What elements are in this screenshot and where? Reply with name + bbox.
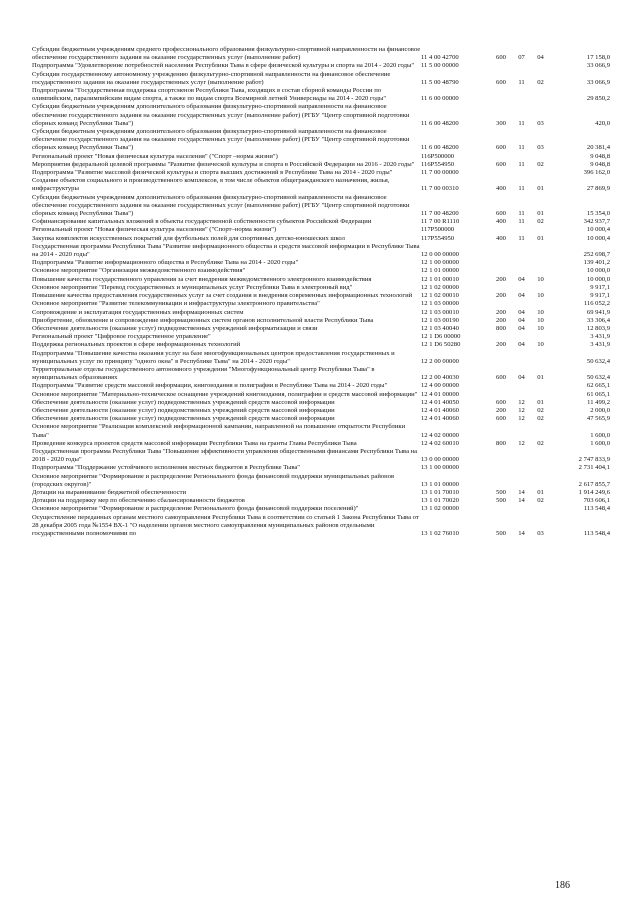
table-row	[32, 309, 610, 317]
row-subsection-cell	[531, 473, 550, 489]
row-name-cell: Субсидии бюджетным учреждениям дополнительного образования физкультурно-спортивной направленности на финансовое обеспечение государственного задания на оказание государственных услуг (выполнение работ) (РГБУ "Центр спортивной подготовки сборных команд Республики Тыва")	[32, 193, 410, 218]
row-code-cell: 12 1 03 40040	[421, 324, 459, 332]
table-row	[32, 226, 610, 234]
row-expense-type-cell: 600	[496, 374, 506, 382]
row-expense-type-cell: 200	[496, 406, 506, 414]
row-code-cell: 12 4 02 00000	[421, 431, 459, 439]
row-subsection-cell	[531, 333, 550, 341]
table-row	[32, 292, 610, 300]
row-amount-cell: 2 747 833,9	[578, 456, 610, 464]
row-subsection-cell	[531, 423, 550, 439]
row-code-cell: 13 1 00 00000	[421, 464, 459, 472]
row-amount-cell: 1 600,0	[590, 439, 610, 447]
table-row	[32, 243, 610, 259]
row-section-cell	[512, 391, 531, 399]
row-expense-type-cell: 500	[496, 488, 506, 496]
row-code-cell: 13 0 00 00000	[421, 456, 459, 464]
row-expense-type-cell: 400	[496, 234, 506, 242]
row-amount-cell: 2 731 404,1	[578, 464, 610, 472]
row-subsection-cell: 03	[537, 119, 544, 127]
row-code-cell: 11 7 00 00310	[421, 185, 459, 193]
row-expense-type-cell	[490, 448, 512, 464]
table-row	[32, 423, 610, 439]
row-name-cell: Региональный проект "Цифровое государственное управление"	[32, 333, 211, 341]
row-expense-type-cell	[490, 284, 512, 292]
table-row	[32, 514, 610, 539]
row-name-cell: Подпрограмма "Повышение качества оказания услуг на базе многофункциональных центров предоставления государственных и муниципальных услуг по принципу "одного окна" в Республике Тыва" на 2014 - 2020 годы"	[32, 349, 395, 365]
row-code-cell: 12 0 00 00000	[421, 251, 459, 259]
row-subsection-cell: 01	[537, 488, 544, 496]
row-section-cell: 12	[518, 415, 525, 423]
row-subsection-cell: 01	[537, 185, 544, 193]
row-code-cell: 12 1 D6 00000	[421, 333, 461, 341]
row-name-cell: Повышение качества государственного управления за счет внедрения межведомственного электронного взаимодействия	[32, 275, 372, 283]
row-section-cell: 11	[518, 119, 525, 127]
row-expense-type-cell: 400	[496, 185, 506, 193]
row-expense-type-cell: 600	[496, 398, 506, 406]
row-amount-cell: 61 065,1	[586, 390, 610, 398]
row-subsection-cell: 04	[537, 54, 544, 62]
row-expense-type-cell: 200	[496, 316, 506, 324]
table-row	[32, 366, 610, 382]
table-row	[32, 497, 610, 505]
row-name-cell: Подпрограмма "Поддержание устойчивого исполнения местных бюджетов в Республике Тыва"	[32, 464, 300, 472]
row-code-cell: 13 1 02 76010	[421, 529, 459, 537]
row-subsection-cell	[531, 87, 550, 103]
row-subsection-cell	[531, 391, 550, 399]
row-name-cell: Подпрограмма "Удовлетворение потребностей населения Республики Тыва в сфере физической культуры и спорта на 2014 - 2020 годы"	[32, 62, 415, 70]
row-subsection-cell	[531, 259, 550, 267]
row-section-cell: 04	[518, 324, 525, 332]
row-code-cell: 11 5 00 48790	[421, 78, 459, 86]
row-section-cell: 04	[518, 308, 525, 316]
row-expense-type-cell	[490, 391, 512, 399]
row-subsection-cell: 01	[537, 234, 544, 242]
row-section-cell: 11	[518, 218, 525, 226]
row-subsection-cell	[531, 62, 550, 70]
row-expense-type-cell: 300	[496, 119, 506, 127]
row-section-cell: 11	[518, 210, 525, 218]
row-code-cell: 13 1 02 00000	[421, 505, 459, 513]
row-amount-cell: 69 941,9	[586, 308, 610, 316]
row-amount-cell: 420,0	[595, 119, 610, 127]
row-section-cell	[512, 153, 531, 161]
row-expense-type-cell	[490, 62, 512, 70]
row-amount-cell: 703 606,1	[583, 497, 610, 505]
row-name-cell: Проведение конкурса проектов средств массовой информации Республики Тыва на гранты Главы Республики Тыва	[32, 439, 357, 447]
row-section-cell	[512, 169, 531, 177]
table-row	[32, 177, 610, 193]
row-code-cell: 11 5 00 00000	[421, 62, 459, 70]
row-name-cell: Региональный проект "Новая физическая культура населения" ("Спорт–норма жизни")	[32, 226, 277, 234]
row-expense-type-cell	[490, 333, 512, 341]
row-subsection-cell	[531, 382, 550, 390]
row-section-cell	[512, 284, 531, 292]
row-section-cell: 12	[518, 406, 525, 414]
row-amount-cell: 139 401,2	[583, 259, 610, 267]
row-expense-type-cell	[490, 473, 512, 489]
row-code-cell: 116P500000	[421, 152, 455, 160]
row-amount-cell: 47 565,9	[586, 415, 610, 423]
row-name-cell: Государственная программа Республики Тыва "Повышение эффективности управления общественными финансами Республики Тыва на 2018 - 2020 годы"	[32, 447, 418, 464]
row-amount-cell: 15 354,0	[586, 210, 610, 218]
row-amount-cell: 17 158,0	[586, 54, 610, 62]
row-amount-cell: 2 000,0	[590, 406, 610, 414]
row-name-cell: Субсидии государственному автономному учреждению физкультурно-спортивной направленности на финансовое обеспечение государственного задания на оказание государственных услуг (выполнение работ)	[32, 70, 391, 86]
row-amount-cell: 3 431,9	[590, 341, 610, 349]
row-name-cell: Дотации на поддержку мер по обеспечению сбалансированности бюджетов	[32, 497, 245, 505]
row-code-cell: 12 4 01 00000	[421, 390, 459, 398]
table-row	[32, 489, 610, 497]
row-code-cell: 12 1 01 00000	[421, 267, 459, 275]
row-section-cell: 14	[518, 529, 525, 537]
row-name-cell: Основное мероприятие "Реализация комплексной информационной кампании, направленной на повышение открытости Республики Тыва"	[32, 423, 406, 439]
row-amount-cell: 113 548,4	[583, 529, 610, 537]
row-amount-cell: 342 937,7	[583, 218, 610, 226]
table-row	[32, 235, 610, 243]
table-row	[32, 440, 610, 448]
row-name-cell: Обеспечение деятельности (оказание услуг) подведомственных учреждений средств массовой информации	[32, 415, 335, 423]
row-code-cell: 12 1 01 00010	[421, 275, 459, 283]
row-name-cell: Основное мероприятие "Материально-техническое оснащение учреждений книгоиздания, полиграфии и средств массовой информации"	[32, 390, 418, 398]
row-code-cell: 12 1 02 00000	[421, 283, 459, 291]
row-amount-cell: 11 499,2	[587, 398, 610, 406]
row-section-cell	[512, 382, 531, 390]
row-subsection-cell: 02	[537, 406, 544, 414]
row-amount-cell: 20 381,4	[586, 144, 610, 152]
row-name-cell: Софинансирование капитальных вложений в объекты государственной собственности субъектов Российской Федерации	[32, 218, 372, 226]
row-expense-type-cell: 500	[496, 529, 506, 537]
table-row	[32, 259, 610, 267]
table-row	[32, 103, 610, 128]
table-row	[32, 382, 610, 390]
row-expense-type-cell	[490, 259, 512, 267]
row-section-cell	[512, 505, 531, 513]
row-name-cell: Субсидии бюджетным учреждениям дополнительного образования физкультурно-спортивной направленности на финансовое обеспечение государственного задания на оказание государственных услуг (выполнение работ) (РГБУ "Центр спортивной подготовки сборных команд Республики Тыва")	[32, 128, 410, 152]
row-subsection-cell: 01	[537, 374, 544, 382]
row-amount-cell: 2 617 855,7	[578, 480, 610, 488]
row-expense-type-cell: 800	[496, 324, 506, 332]
row-subsection-cell: 02	[537, 78, 544, 86]
row-amount-cell: 62 665,1	[586, 382, 610, 390]
row-expense-type-cell: 600	[496, 78, 506, 86]
row-code-cell: 12 1 03 00190	[421, 316, 459, 324]
row-expense-type-cell: 400	[496, 218, 506, 226]
table-row	[32, 399, 610, 407]
row-subsection-cell: 10	[537, 308, 544, 316]
table-row	[32, 391, 610, 399]
row-name-cell: Создание объектов социального и производственного комплексов, в том числе объектов общегражданского назначения, жилья, инфраструктуры	[32, 177, 390, 193]
row-section-cell: 11	[518, 185, 525, 193]
row-section-cell: 11	[518, 144, 525, 152]
row-section-cell: 12	[518, 439, 525, 447]
row-code-cell: 11 4 00 42700	[421, 54, 459, 62]
row-amount-cell: 33 306,4	[586, 316, 610, 324]
row-subsection-cell	[531, 243, 550, 259]
row-name-cell: Подпрограмма "Развитие информационного общества в Республике Тыва на 2014 - 2020 годы"	[32, 259, 299, 267]
row-subsection-cell	[531, 226, 550, 234]
row-section-cell: 14	[518, 497, 525, 505]
table-row	[32, 194, 610, 219]
row-name-cell: Обеспечение деятельности (оказание услуг) подведомственных учреждений информатизации и связи	[32, 324, 318, 332]
row-amount-cell: 9 917,1	[590, 283, 610, 291]
row-code-cell: 11 7 00 00000	[421, 169, 459, 177]
row-code-cell: 117P554950	[421, 234, 455, 242]
row-amount-cell: 27 869,9	[586, 185, 610, 193]
table-row	[32, 62, 610, 70]
row-subsection-cell	[531, 267, 550, 275]
row-section-cell	[512, 62, 531, 70]
row-amount-cell: 10 000,4	[586, 226, 610, 234]
row-subsection-cell: 10	[537, 316, 544, 324]
row-amount-cell: 29 850,2	[586, 95, 610, 103]
row-section-cell: 04	[518, 341, 525, 349]
row-name-cell: Обеспечение деятельности (оказание услуг) подведомственных учреждений средств массовой информации	[32, 406, 335, 414]
table-row	[32, 325, 610, 333]
table-row	[32, 87, 610, 103]
row-name-cell: Основное мероприятие "Организация межведомственного взаимодействия"	[32, 267, 246, 275]
row-section-cell: 04	[518, 292, 525, 300]
row-amount-cell: 10 000,4	[586, 234, 610, 242]
row-subsection-cell	[531, 169, 550, 177]
page-number: 186	[555, 880, 570, 891]
row-section-cell: 14	[518, 488, 525, 496]
row-amount-cell: 9 917,1	[590, 292, 610, 300]
row-expense-type-cell	[490, 464, 512, 472]
row-name-cell: Подпрограмма "Развитие массовой физической культуры и спорта высших достижений в Республике Тыва на 2014 - 2020 годы"	[32, 169, 393, 177]
row-code-cell: 11 7 00 48200	[421, 210, 459, 218]
row-code-cell: 12 4 01 40060	[421, 415, 459, 423]
row-amount-cell: 33 066,9	[586, 62, 610, 70]
row-name-cell: Приобретение, обновление и сопровождение информационных систем органов исполнительной власти Республики Тыва	[32, 316, 374, 324]
row-code-cell: 117P500000	[421, 226, 455, 234]
row-expense-type-cell: 200	[496, 275, 506, 283]
row-code-cell: 13 1 01 00000	[421, 480, 459, 488]
row-section-cell: 11	[518, 160, 525, 168]
row-expense-type-cell	[490, 226, 512, 234]
row-subsection-cell: 02	[537, 415, 544, 423]
row-name-cell: Подпрограмма "Развитие средств массовой информации, книгоиздания и полиграфии в Республике Тыва на 2014 - 2020 годы"	[32, 382, 388, 390]
row-name-cell: Дотации на выравнивание бюджетной обеспеченности	[32, 488, 187, 496]
row-section-cell	[512, 350, 531, 366]
row-name-cell: Сопровождение и эксплуатация государственных информационных систем	[32, 308, 244, 316]
row-name-cell: Территориальные отделы государственного автономного учреждения "Многофункциональный центр Республики Тыва" в муниципальных образованиях	[32, 365, 375, 382]
row-amount-cell: 33 066,9	[586, 78, 610, 86]
row-code-cell: 12 4 01 40050	[421, 398, 459, 406]
row-section-cell	[512, 423, 531, 439]
row-code-cell: 13 1 01 70020	[421, 497, 459, 505]
row-code-cell: 12 4 00 00000	[421, 382, 459, 390]
table-row	[32, 333, 610, 341]
row-subsection-cell	[531, 284, 550, 292]
row-amount-cell: 9 048,8	[590, 152, 610, 160]
row-amount-cell: 116 052,2	[583, 300, 610, 308]
row-amount-cell: 9 048,8	[590, 160, 610, 168]
table-row	[32, 464, 610, 472]
row-name-cell: Подпрограмма "Государственная поддержка спортсменов Республики Тыва, входящих в состав сборной команды России по олимпийским, паралимпийским видам спорта, а также по видам спорта Всемирной летней Универсиады на 2014 - 2020 годы"	[32, 87, 387, 103]
row-subsection-cell: 01	[537, 398, 544, 406]
row-section-cell: 04	[518, 374, 525, 382]
table-row	[32, 300, 610, 308]
row-code-cell: 12 2 00 00000	[421, 357, 459, 365]
row-amount-cell: 50 632,4	[586, 374, 610, 382]
table-row	[32, 71, 610, 87]
table-row	[32, 284, 610, 292]
row-amount-cell: 113 548,4	[583, 505, 610, 513]
table-row	[32, 341, 610, 349]
row-code-cell: 11 7 00 R1110	[421, 218, 460, 226]
table-row	[32, 161, 610, 169]
row-name-cell: Мероприятия федеральной целевой программы "Развитие физической культуры и спорта в Российской Федерации на 2016 - 2020 годы"	[32, 160, 415, 168]
row-section-cell: 11	[518, 234, 525, 242]
row-name-cell: Основное мероприятие "Перевод государственных и муниципальных услуг Республики Тыва в электронный вид"	[32, 283, 353, 291]
row-section-cell: 12	[518, 398, 525, 406]
row-name-cell: Субсидии бюджетным учреждениям среднего профессионального образования физкультурно-спортивной направленности на финансовое обеспечение государственного задания на оказание государственных услуг (выполнение работ)	[32, 46, 421, 62]
row-amount-cell: 396 162,0	[583, 169, 610, 177]
row-amount-cell: 252 698,7	[583, 251, 610, 259]
row-expense-type-cell: 600	[496, 210, 506, 218]
row-name-cell: Осуществление переданных органам местного самоуправления Республики Тыва в соответствии со статьей 1 Закона Республики Тыва от 28 декабря 2005 года №1554 ВХ-1 "О наделении органов местного самоуправления муниципальных районов отдельными государственными полномочиями по	[32, 513, 419, 537]
row-expense-type-cell: 600	[496, 144, 506, 152]
row-section-cell	[512, 259, 531, 267]
table-row	[32, 169, 610, 177]
row-expense-type-cell	[490, 350, 512, 366]
row-expense-type-cell: 200	[496, 341, 506, 349]
row-name-cell: Поддержка региональных проектов в сфере информационных технологий	[32, 341, 241, 349]
row-section-cell: 07	[518, 54, 525, 62]
row-section-cell	[512, 243, 531, 259]
row-code-cell: 12 1 D6 50280	[421, 341, 461, 349]
row-expense-type-cell: 800	[496, 439, 506, 447]
row-subsection-cell: 10	[537, 292, 544, 300]
row-section-cell	[512, 448, 531, 464]
table-row	[32, 276, 610, 284]
row-name-cell: Субсидии бюджетным учреждениям дополнительного образования физкультурно-спортивной направленности на финансовое обеспечение государственного задания на оказание государственных услуг (выполнение работ) (РГБУ "Центр спортивной подготовки сборных команд Республики Тыва")	[32, 103, 410, 127]
row-amount-cell: 12 803,9	[586, 324, 610, 332]
row-subsection-cell	[531, 153, 550, 161]
row-section-cell	[512, 226, 531, 234]
row-expense-type-cell	[490, 243, 512, 259]
row-expense-type-cell	[490, 505, 512, 513]
row-name-cell: Повышение качества предоставления государственных услуг за счет создания и внедрения современных информационных технологий	[32, 292, 413, 300]
row-expense-type-cell	[490, 423, 512, 439]
row-expense-type-cell: 600	[496, 415, 506, 423]
row-subsection-cell: 02	[537, 218, 544, 226]
table-row	[32, 350, 610, 366]
row-expense-type-cell: 200	[496, 292, 506, 300]
table-row	[32, 473, 610, 489]
row-section-cell	[512, 464, 531, 472]
table-row	[32, 46, 610, 62]
table-row	[32, 128, 610, 153]
row-subsection-cell	[531, 300, 550, 308]
table-row	[32, 317, 610, 325]
row-expense-type-cell	[490, 382, 512, 390]
row-code-cell: 12 4 02 60010	[421, 439, 459, 447]
row-subsection-cell: 10	[537, 324, 544, 332]
budget-table-body	[32, 46, 610, 538]
row-subsection-cell: 03	[537, 144, 544, 152]
row-subsection-cell: 01	[537, 210, 544, 218]
row-code-cell: 13 1 01 70010	[421, 488, 459, 496]
row-subsection-cell: 10	[537, 341, 544, 349]
row-name-cell: Основное мероприятие "Развитие телекоммуникации и инфраструктуры электронного правительства"	[32, 300, 320, 308]
row-name-cell: Государственная программа Республики Тыва "Развитие информационного общества и средств массовой информации в Республике Тыва на 2014 - 2020 годы"	[32, 242, 420, 259]
row-subsection-cell: 02	[537, 439, 544, 447]
row-section-cell	[512, 87, 531, 103]
row-subsection-cell: 02	[537, 497, 544, 505]
row-code-cell: 12 1 03 00010	[421, 308, 459, 316]
row-subsection-cell: 03	[537, 529, 544, 537]
row-section-cell: 04	[518, 275, 525, 283]
table-row	[32, 407, 610, 415]
row-code-cell: 12 4 01 40060	[421, 406, 459, 414]
row-subsection-cell	[531, 350, 550, 366]
row-code-cell: 12 2 00 40030	[421, 374, 459, 382]
row-amount-cell: 10 000,0	[586, 267, 610, 275]
row-expense-type-cell: 500	[496, 497, 506, 505]
table-row	[32, 153, 610, 161]
row-section-cell	[512, 473, 531, 489]
row-code-cell: 116P554950	[421, 160, 455, 168]
row-code-cell: 12 1 03 00000	[421, 300, 459, 308]
row-name-cell: Основное мероприятие "Формирование и распределение Регионального фонда финансовой поддержки муниципальных районов (городских округов)"	[32, 472, 395, 488]
row-expense-type-cell	[490, 169, 512, 177]
row-expense-type-cell: 200	[496, 308, 506, 316]
row-amount-cell: 1 914 249,6	[578, 488, 610, 496]
table-row	[32, 267, 610, 275]
row-amount-cell: 10 000,0	[586, 275, 610, 283]
row-name-cell: Закупка комплектов искусственных покрытий для футбольных полей для спортивных детско-юношеских школ	[32, 234, 345, 242]
row-subsection-cell: 10	[537, 275, 544, 283]
row-expense-type-cell	[490, 300, 512, 308]
row-code-cell: 11 6 00 48200	[421, 144, 459, 152]
row-code-cell: 11 6 00 00000	[421, 95, 459, 103]
row-section-cell	[512, 300, 531, 308]
row-section-cell: 11	[518, 78, 525, 86]
row-expense-type-cell: 600	[496, 160, 506, 168]
row-name-cell: Обеспечение деятельности (оказание услуг) подведомственных учреждений средств массовой информации	[32, 398, 335, 406]
row-subsection-cell	[531, 464, 550, 472]
row-expense-type-cell: 600	[496, 54, 506, 62]
row-code-cell: 12 1 02 00010	[421, 292, 459, 300]
row-name-cell: Региональный проект "Новая физическая культура населения" ("Спорт –норма жизни")	[32, 152, 278, 160]
budget-table	[32, 46, 610, 538]
row-subsection-cell: 02	[537, 160, 544, 168]
row-expense-type-cell	[490, 153, 512, 161]
row-subsection-cell	[531, 448, 550, 464]
row-code-cell: 12 1 00 00000	[421, 259, 459, 267]
row-expense-type-cell	[490, 87, 512, 103]
row-section-cell	[512, 267, 531, 275]
row-amount-cell: 50 632,4	[586, 357, 610, 365]
table-row	[32, 218, 610, 226]
table-row	[32, 415, 610, 423]
table-row	[32, 448, 610, 464]
row-name-cell: Основное мероприятие "Формирование и распределение Регионального фонда финансовой поддержки поселений)"	[32, 505, 359, 513]
row-subsection-cell	[531, 505, 550, 513]
row-amount-cell: 3 431,9	[590, 333, 610, 341]
row-section-cell: 04	[518, 316, 525, 324]
table-row	[32, 505, 610, 513]
row-section-cell	[512, 333, 531, 341]
row-amount-cell: 1 600,0	[590, 431, 610, 439]
row-code-cell: 11 6 00 48200	[421, 119, 459, 127]
row-expense-type-cell	[490, 267, 512, 275]
